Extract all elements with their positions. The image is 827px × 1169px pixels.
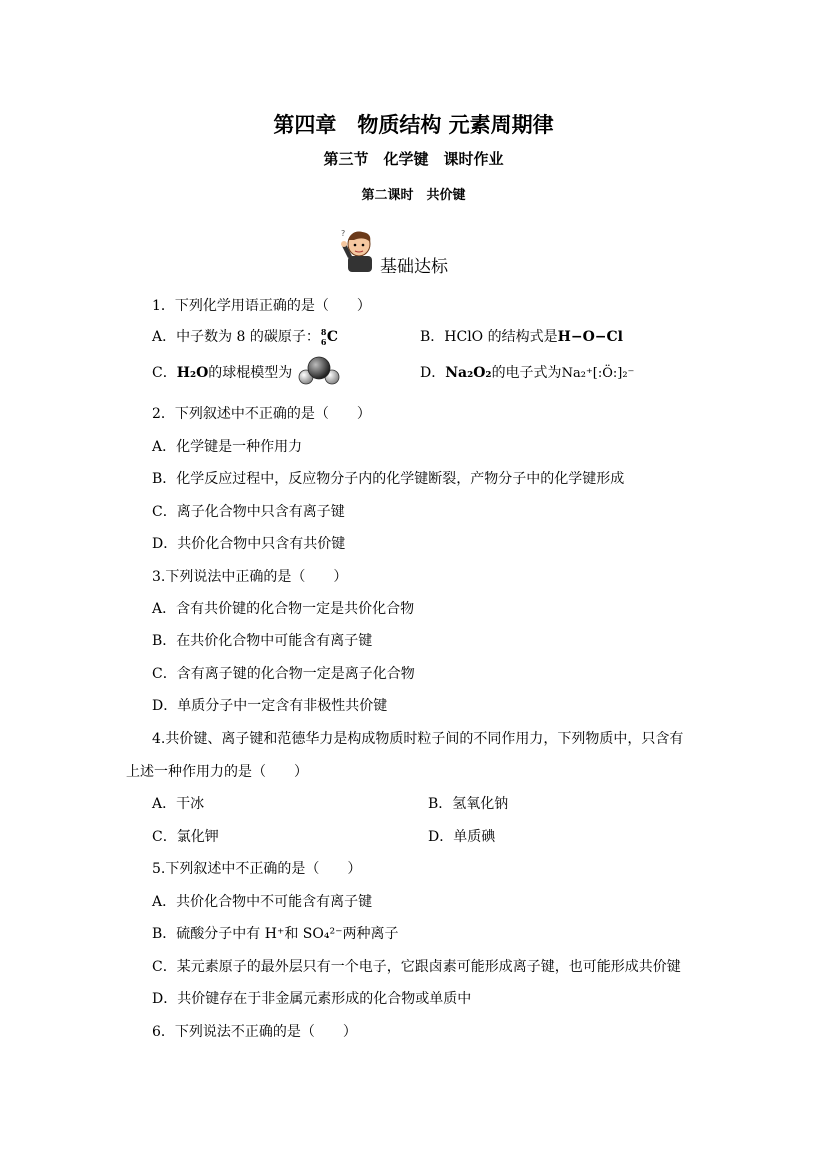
q3-option-c: C．含有离子键的化合物一定是离子化合物: [152, 666, 415, 682]
lesson-title: 第二课时 共价键: [361, 188, 466, 203]
q3-option-d: D．单质分子中一定含有非极性共价键: [152, 698, 388, 714]
q3-option-a: A．含有共价键的化合物一定是共价化合物: [152, 601, 415, 617]
q5-option-c: C．某元素原子的最外层只有一个电子，它跟卤素可能形成离子键，也可能形成共价键: [152, 959, 681, 975]
q1-a-mass: 8: [320, 327, 327, 337]
q1-option-a: [152, 326, 338, 346]
q4-stem-line1: 4.共价键、离子键和范德华力是构成物质时粒子间的不同作用力，下列物质中，只含有: [152, 731, 684, 747]
q2-option-c: C．离子化合物中只含有离子键: [152, 504, 345, 520]
q1-b-text: B．HClO 的结构式是: [420, 329, 558, 345]
q3-stem: 3.下列说法中正确的是（ ）: [152, 569, 348, 585]
q1-c-prefix: C．: [152, 365, 177, 381]
q1-d-prefix: D．: [420, 365, 446, 381]
q1-option-b: [420, 326, 623, 346]
q4-option-b: B．氢氧化钠: [428, 796, 509, 812]
basic-practice-banner: [340, 228, 448, 277]
q5-stem: 5.下列叙述中不正确的是（ ）: [152, 861, 362, 877]
q6-stem: 6．下列说法不正确的是（ ）: [152, 1024, 357, 1040]
q1-option-d: [420, 362, 634, 382]
q1-d-electron-formula: Na₂⁺[:Ö:]₂⁻: [561, 366, 635, 381]
q1-d-formula: Na₂O₂: [445, 365, 492, 381]
q2-option-a: A．化学键是一种作用力: [152, 439, 303, 455]
chapter-title: 第四章 物质结构 元素周期律: [273, 112, 554, 137]
q4-stem-line2: 上述一种作用力的是（ ）: [126, 764, 308, 780]
q5-option-b: B．硫酸分子中有 H⁺和 SO₄²⁻两种离子: [152, 926, 399, 942]
q4-option-a: A．干冰: [152, 796, 205, 812]
q2-stem: 2．下列叙述中不正确的是（ ）: [152, 406, 371, 422]
q1-a-text: A．中子数为 8 的碳原子：: [152, 329, 320, 345]
q1-c-suffix: 的球棍模型为: [208, 365, 293, 381]
water-ball-stick-model-icon: [296, 355, 342, 387]
q4-option-d: D．单质碘: [428, 829, 496, 845]
q1-c-formula: H₂O: [176, 365, 209, 381]
q3-option-b: B．在共价化合物中可能含有离子键: [152, 633, 373, 649]
q1-option-c: [152, 362, 292, 382]
q1-a-formula: C: [326, 329, 339, 345]
section-title: 第三节 化学键 课时作业: [323, 150, 504, 168]
q5-option-a: A．共价化合物中不可能含有离子键: [152, 894, 373, 910]
q2-option-d: D．共价化合物中只含有共价键: [152, 536, 346, 552]
banner-label: 基础达标: [380, 257, 448, 277]
q5-option-d: D．共价键存在于非金属元素形成的化合物或单质中: [152, 991, 472, 1007]
thinking-boy-icon: [340, 228, 380, 272]
q1-a-atomic: 6: [320, 337, 327, 347]
svg-text:?: ?: [341, 229, 346, 238]
q1-stem: 1．下列化学用语正确的是（ ）: [152, 298, 371, 314]
q2-option-b: B．化学反应过程中，反应物分子内的化学键断裂，产物分子中的化学键形成: [152, 471, 625, 487]
q4-option-c: C．氯化钾: [152, 829, 219, 845]
q1-d-suffix: 的电子式为: [491, 365, 562, 381]
q1-b-formula: H−O−Cl: [557, 329, 623, 345]
